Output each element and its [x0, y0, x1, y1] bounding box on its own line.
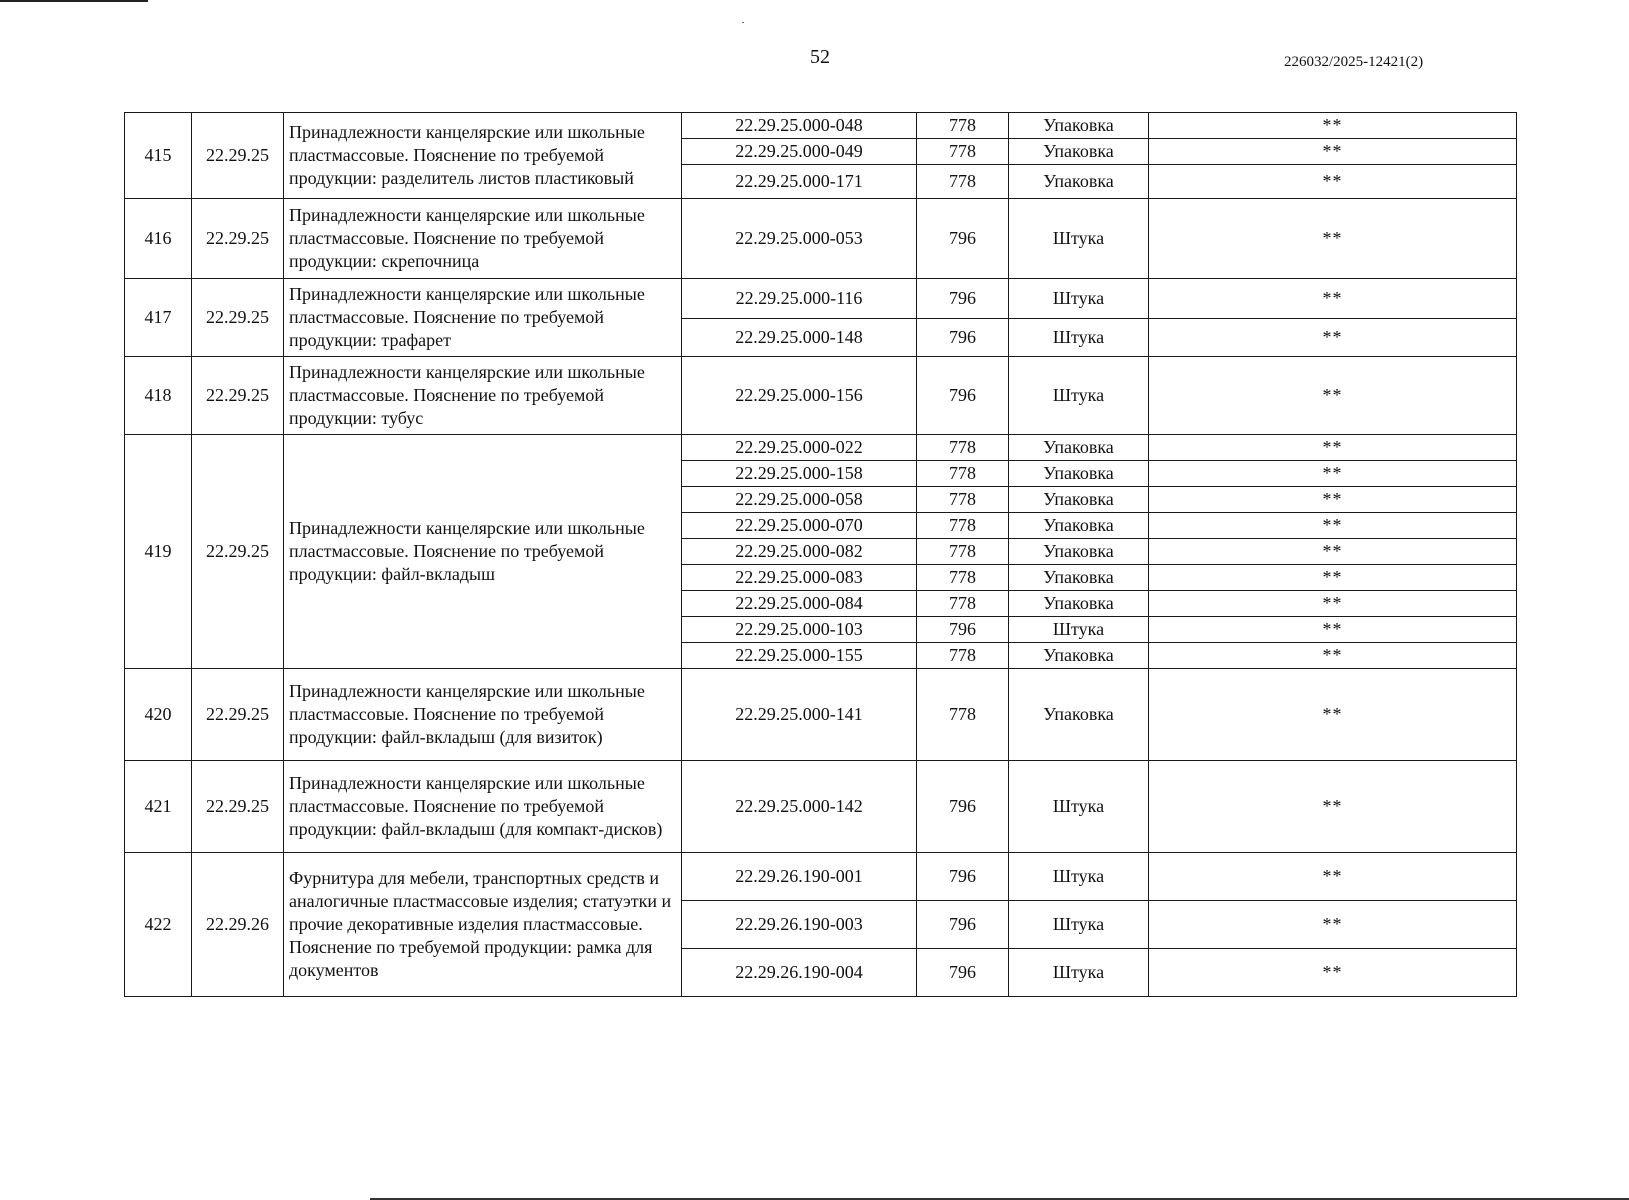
unit-cell: Штука: [1009, 279, 1149, 319]
note-cell: **: [1149, 513, 1517, 539]
ktru-code-cell: 22.29.25.000-084: [682, 591, 917, 617]
note-cell: **: [1149, 617, 1517, 643]
ktru-code-cell: 22.29.25.000-048: [682, 113, 917, 139]
ktru-code-cell: 22.29.25.000-156: [682, 357, 917, 435]
ktru-code-cell: 22.29.25.000-053: [682, 199, 917, 279]
unit-cell: Упаковка: [1009, 461, 1149, 487]
table-row: [125, 435, 1517, 461]
ktru-code-cell: 22.29.25.000-058: [682, 487, 917, 513]
row-number-cell: 419: [125, 435, 192, 669]
unit-cell: Упаковка: [1009, 591, 1149, 617]
description-cell: Принадлежности канцелярские или школьные пластмассовые. Пояснение по требуемой продукции: трафарет: [284, 279, 682, 357]
note-cell: **: [1149, 319, 1517, 357]
okpd-code-cell: 22.29.25: [192, 761, 284, 853]
note-cell: **: [1149, 199, 1517, 279]
row-number-cell: 418: [125, 357, 192, 435]
okei-code-cell: 796: [917, 949, 1009, 997]
scan-speck: [742, 22, 744, 23]
note-cell: **: [1149, 487, 1517, 513]
note-cell: **: [1149, 435, 1517, 461]
ktru-code-cell: 22.29.25.000-171: [682, 165, 917, 199]
okei-code-cell: 778: [917, 139, 1009, 165]
row-number-cell: 420: [125, 669, 192, 761]
unit-cell: Упаковка: [1009, 643, 1149, 669]
note-cell: **: [1149, 761, 1517, 853]
note-cell: **: [1149, 461, 1517, 487]
okpd-code-cell: 22.29.25: [192, 435, 284, 669]
okpd-code-cell: 22.29.25: [192, 199, 284, 279]
unit-cell: Штука: [1009, 617, 1149, 643]
okei-code-cell: 778: [917, 435, 1009, 461]
description-cell: Принадлежности канцелярские или школьные пластмассовые. Пояснение по требуемой продукции: разделитель листов пластиковый: [284, 113, 682, 199]
okei-code-cell: 796: [917, 279, 1009, 319]
okei-code-cell: 778: [917, 565, 1009, 591]
unit-cell: Штука: [1009, 949, 1149, 997]
unit-cell: Упаковка: [1009, 513, 1149, 539]
page-number: 52: [810, 46, 830, 68]
ktru-code-cell: 22.29.25.000-141: [682, 669, 917, 761]
row-number-cell: 421: [125, 761, 192, 853]
note-cell: **: [1149, 279, 1517, 319]
okei-code-cell: 796: [917, 901, 1009, 949]
note-cell: **: [1149, 139, 1517, 165]
table-row: [125, 669, 1517, 761]
okpd-code-cell: 22.29.25: [192, 279, 284, 357]
unit-cell: Упаковка: [1009, 113, 1149, 139]
table-row: [125, 279, 1517, 319]
ktru-code-cell: 22.29.26.190-003: [682, 901, 917, 949]
row-number-cell: 422: [125, 853, 192, 997]
okpd-code-cell: 22.29.25: [192, 357, 284, 435]
okei-code-cell: 778: [917, 669, 1009, 761]
table-row: [125, 357, 1517, 435]
okpd-code-cell: 22.29.26: [192, 853, 284, 997]
description-cell: Принадлежности канцелярские или школьные пластмассовые. Пояснение по требуемой продукции: файл-вкладыш (для компакт-дисков): [284, 761, 682, 853]
unit-cell: Упаковка: [1009, 165, 1149, 199]
okei-code-cell: 796: [917, 319, 1009, 357]
note-cell: **: [1149, 165, 1517, 199]
unit-cell: Упаковка: [1009, 565, 1149, 591]
table-row: [125, 761, 1517, 853]
ktru-code-cell: 22.29.25.000-103: [682, 617, 917, 643]
okei-code-cell: 796: [917, 761, 1009, 853]
okei-code-cell: 778: [917, 643, 1009, 669]
note-cell: **: [1149, 565, 1517, 591]
ktru-code-cell: 22.29.25.000-070: [682, 513, 917, 539]
okei-code-cell: 796: [917, 853, 1009, 901]
note-cell: **: [1149, 901, 1517, 949]
unit-cell: Штука: [1009, 319, 1149, 357]
table-row: [125, 199, 1517, 279]
okpd-code-cell: 22.29.25: [192, 669, 284, 761]
okpd-code-cell: 22.29.25: [192, 113, 284, 199]
note-cell: **: [1149, 669, 1517, 761]
row-number-cell: 416: [125, 199, 192, 279]
ktru-code-cell: 22.29.25.000-083: [682, 565, 917, 591]
unit-cell: Упаковка: [1009, 435, 1149, 461]
product-table-body: [125, 113, 1517, 997]
description-cell: Принадлежности канцелярские или школьные пластмассовые. Пояснение по требуемой продукции: файл-вкладыш: [284, 435, 682, 669]
ktru-code-cell: 22.29.25.000-049: [682, 139, 917, 165]
note-cell: **: [1149, 591, 1517, 617]
unit-cell: Упаковка: [1009, 539, 1149, 565]
okei-code-cell: 778: [917, 513, 1009, 539]
scan-edge-line: [0, 0, 148, 2]
description-cell: Принадлежности канцелярские или школьные пластмассовые. Пояснение по требуемой продукции: тубус: [284, 357, 682, 435]
okei-code-cell: 796: [917, 199, 1009, 279]
okei-code-cell: 778: [917, 539, 1009, 565]
okei-code-cell: 778: [917, 461, 1009, 487]
table-row: [125, 113, 1517, 139]
okei-code-cell: 778: [917, 165, 1009, 199]
okei-code-cell: 778: [917, 113, 1009, 139]
unit-cell: Штука: [1009, 199, 1149, 279]
okei-code-cell: 778: [917, 591, 1009, 617]
note-cell: **: [1149, 853, 1517, 901]
product-table: [124, 112, 1517, 997]
unit-cell: Штука: [1009, 357, 1149, 435]
ktru-code-cell: 22.29.25.000-155: [682, 643, 917, 669]
row-number-cell: 415: [125, 113, 192, 199]
description-cell: Принадлежности канцелярские или школьные пластмассовые. Пояснение по требуемой продукции: файл-вкладыш (для визиток): [284, 669, 682, 761]
note-cell: **: [1149, 643, 1517, 669]
unit-cell: Штука: [1009, 901, 1149, 949]
unit-cell: Упаковка: [1009, 487, 1149, 513]
row-number-cell: 417: [125, 279, 192, 357]
ktru-code-cell: 22.29.25.000-116: [682, 279, 917, 319]
note-cell: **: [1149, 539, 1517, 565]
okei-code-cell: 796: [917, 357, 1009, 435]
ktru-code-cell: 22.29.26.190-004: [682, 949, 917, 997]
document-id: 226032/2025-12421(2): [1284, 54, 1424, 70]
note-cell: **: [1149, 113, 1517, 139]
ktru-code-cell: 22.29.25.000-142: [682, 761, 917, 853]
unit-cell: Штука: [1009, 761, 1149, 853]
table-row: [125, 853, 1517, 901]
description-cell: Принадлежности канцелярские или школьные пластмассовые. Пояснение по требуемой продукции: скрепочница: [284, 199, 682, 279]
okei-code-cell: 796: [917, 617, 1009, 643]
note-cell: **: [1149, 357, 1517, 435]
ktru-code-cell: 22.29.25.000-082: [682, 539, 917, 565]
description-cell: Фурнитура для мебели, транспортных средств и аналогичные пластмассовые изделия; статуэтки и прочие декоративные изделия пластмассовые. Пояснение по требуемой продукции: рамка для документов: [284, 853, 682, 997]
ktru-code-cell: 22.29.25.000-148: [682, 319, 917, 357]
okei-code-cell: 778: [917, 487, 1009, 513]
unit-cell: Упаковка: [1009, 669, 1149, 761]
unit-cell: Упаковка: [1009, 139, 1149, 165]
note-cell: **: [1149, 949, 1517, 997]
ktru-code-cell: 22.29.25.000-158: [682, 461, 917, 487]
unit-cell: Штука: [1009, 853, 1149, 901]
ktru-code-cell: 22.29.25.000-022: [682, 435, 917, 461]
ktru-code-cell: 22.29.26.190-001: [682, 853, 917, 901]
